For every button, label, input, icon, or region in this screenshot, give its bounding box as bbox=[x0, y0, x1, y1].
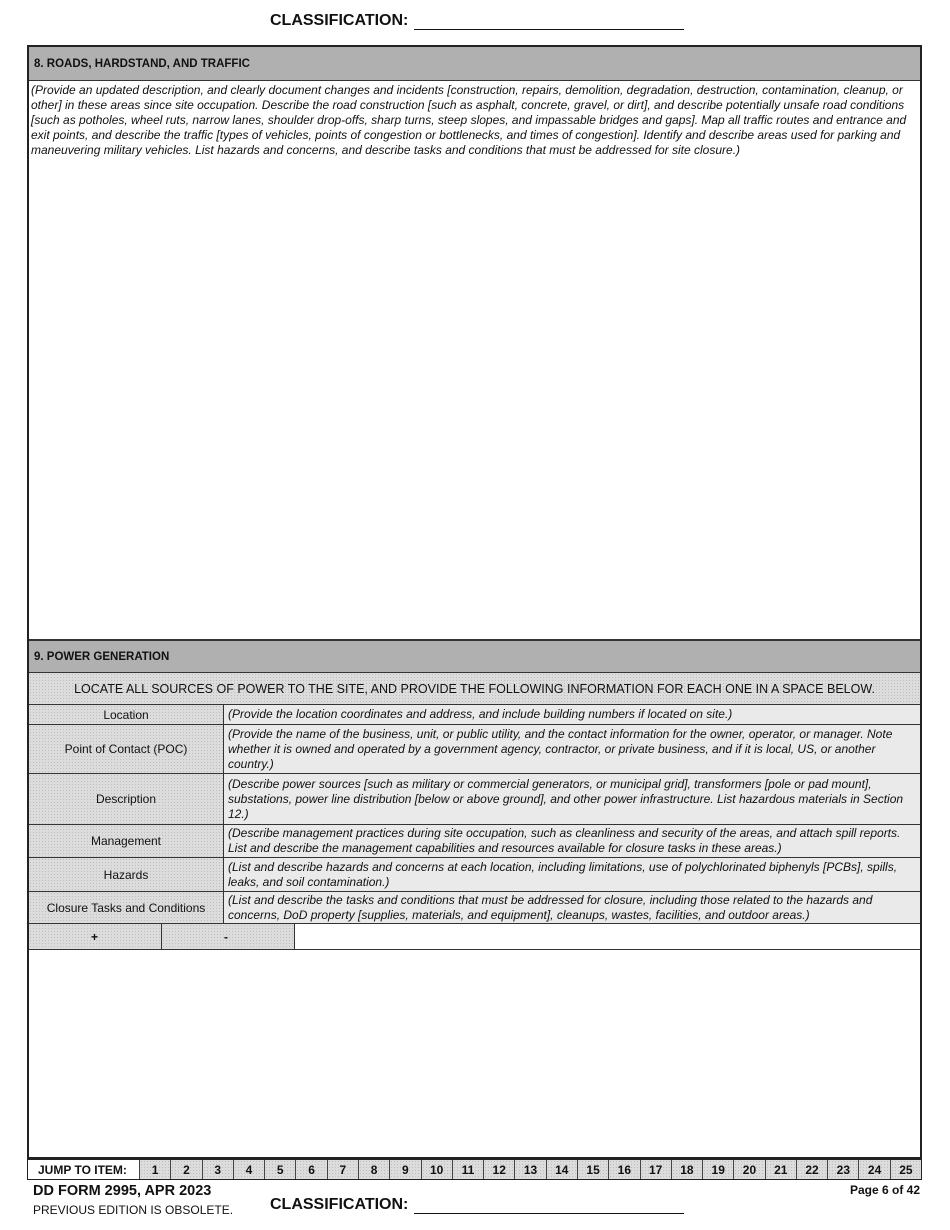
jump-button-5[interactable]: 5 bbox=[265, 1160, 296, 1179]
jump-button-18[interactable]: 18 bbox=[672, 1160, 703, 1179]
row-label: Point of Contact (POC) bbox=[29, 725, 224, 773]
hazards-field[interactable]: (List and describe hazards and concerns at each location, including limitations, use of polychlorinated biphenyls [PCBs], spills, leaks, and soil contamination.) bbox=[224, 858, 920, 891]
jump-label: JUMP TO ITEM: bbox=[28, 1160, 140, 1179]
add-remove-spacer bbox=[295, 924, 920, 949]
jump-button-15[interactable]: 15 bbox=[578, 1160, 609, 1179]
jump-to-item-bar bbox=[27, 1159, 922, 1180]
jump-button-22[interactable]: 22 bbox=[797, 1160, 828, 1179]
poc-field[interactable]: (Provide the name of the business, unit, or public utility, and the contact information for the owner, operator, or manager. Note whether it is owned and operated by a government agency, contractor, or private business, and if it is local, US, or another country.) bbox=[224, 725, 920, 773]
table-row-hazards bbox=[29, 858, 920, 892]
classification-field[interactable] bbox=[414, 1197, 684, 1214]
form-name: DD FORM 2995, APR 2023 bbox=[33, 1183, 212, 1199]
jump-button-20[interactable]: 20 bbox=[734, 1160, 765, 1179]
jump-button-10[interactable]: 10 bbox=[422, 1160, 453, 1179]
jump-button-14[interactable]: 14 bbox=[547, 1160, 578, 1179]
section-9-instruction-text: LOCATE ALL SOURCES OF POWER TO THE SITE, AND PROVIDE THE FOLLOWING INFORMATION FOR EACH ONE IN A SPACE BELOW. bbox=[74, 681, 875, 696]
add-section-button[interactable]: + bbox=[29, 924, 162, 949]
section-8-body[interactable] bbox=[29, 81, 920, 641]
classification-field[interactable] bbox=[414, 13, 684, 30]
table-row-poc bbox=[29, 725, 920, 774]
jump-button-13[interactable]: 13 bbox=[515, 1160, 546, 1179]
table-row-description bbox=[29, 774, 920, 825]
classification-label: CLASSIFICATION: bbox=[270, 12, 409, 29]
row-label: Management bbox=[29, 825, 224, 857]
row-label: Location bbox=[29, 705, 224, 724]
section-8-description: (Provide an updated description, and clearly document changes and incidents [construction, repairs, demolition, degradation, destruction, contamination, cleanup, or other] in these areas since site occupation. Describe the road construction [such as asphalt, concrete, gravel, or dirt], and describe potentially unsafe road conditions [such as potholes, wheel ruts, narrow lanes, shoulder drop-offs, sharp turns, steep slopes, and impassable bridges and gaps]. Map all traffic routes and entrance and exit points, and describe the traffic [types of vehicles, points of congestion or bottlenecks, and times of congestion]. Identify and describe areas used for parking and maneuvering military vehicles. List hazards and concerns, and describe tasks and conditions that must be addressed for site closure.) bbox=[31, 83, 907, 157]
section-8-title: 8. ROADS, HARDSTAND, AND TRAFFIC bbox=[34, 57, 250, 70]
section-9-instruction bbox=[29, 673, 920, 705]
location-field[interactable]: (Provide the location coordinates and address, and include building numbers if located on site.) bbox=[224, 705, 920, 724]
jump-button-23[interactable]: 23 bbox=[828, 1160, 859, 1179]
row-label: Hazards bbox=[29, 858, 224, 891]
remove-section-button[interactable]: - bbox=[162, 924, 295, 949]
table-row-management bbox=[29, 825, 920, 858]
jump-button-9[interactable]: 9 bbox=[390, 1160, 421, 1179]
add-remove-bar bbox=[29, 924, 920, 950]
classification-bottom bbox=[270, 1196, 684, 1214]
jump-button-17[interactable]: 17 bbox=[641, 1160, 672, 1179]
section-9-blank-area[interactable] bbox=[29, 950, 920, 1150]
jump-button-4[interactable]: 4 bbox=[234, 1160, 265, 1179]
section-8-header bbox=[29, 47, 920, 81]
classification-top bbox=[270, 12, 684, 30]
jump-button-16[interactable]: 16 bbox=[609, 1160, 640, 1179]
form-frame bbox=[27, 45, 922, 1159]
table-row-location bbox=[29, 705, 920, 725]
management-field[interactable]: (Describe management practices during site occupation, such as cleanliness and security of the areas, and attach spill reports. List and describe the management capabilities and resources available for closure tasks in these areas.) bbox=[224, 825, 920, 857]
jump-button-7[interactable]: 7 bbox=[328, 1160, 359, 1179]
classification-label: CLASSIFICATION: bbox=[270, 1196, 409, 1213]
table-row-closure bbox=[29, 892, 920, 924]
jump-button-19[interactable]: 19 bbox=[703, 1160, 734, 1179]
jump-button-6[interactable]: 6 bbox=[296, 1160, 327, 1179]
jump-button-3[interactable]: 3 bbox=[203, 1160, 234, 1179]
closure-field[interactable]: (List and describe the tasks and conditions that must be addressed for closure, including those related to the hazards and concerns, DoD property [supplies, materials, and equipment], cleanups, wastes, facilities, and outdoor areas.) bbox=[224, 892, 920, 923]
jump-button-8[interactable]: 8 bbox=[359, 1160, 390, 1179]
jump-button-21[interactable]: 21 bbox=[766, 1160, 797, 1179]
description-field[interactable]: (Describe power sources [such as military or commercial generators, or municipal grid], transformers [pole or pad mount], substations, power line distribution [below or above ground], and other power infrastructure. List hazardous materials in Section 12.) bbox=[224, 774, 920, 824]
obsolete-notice: PREVIOUS EDITION IS OBSOLETE. bbox=[33, 1203, 234, 1217]
section-9-header bbox=[29, 641, 920, 673]
jump-button-2[interactable]: 2 bbox=[171, 1160, 202, 1179]
jump-button-12[interactable]: 12 bbox=[484, 1160, 515, 1179]
page-number: Page 6 of 42 bbox=[849, 1183, 920, 1197]
jump-button-11[interactable]: 11 bbox=[453, 1160, 484, 1179]
jump-button-24[interactable]: 24 bbox=[859, 1160, 890, 1179]
footer-left bbox=[33, 1183, 233, 1217]
row-label: Closure Tasks and Conditions bbox=[29, 892, 224, 923]
section-9-title: 9. POWER GENERATION bbox=[34, 650, 170, 663]
jump-button-25[interactable]: 25 bbox=[891, 1160, 921, 1179]
row-label: Description bbox=[29, 774, 224, 824]
jump-button-1[interactable]: 1 bbox=[140, 1160, 171, 1179]
